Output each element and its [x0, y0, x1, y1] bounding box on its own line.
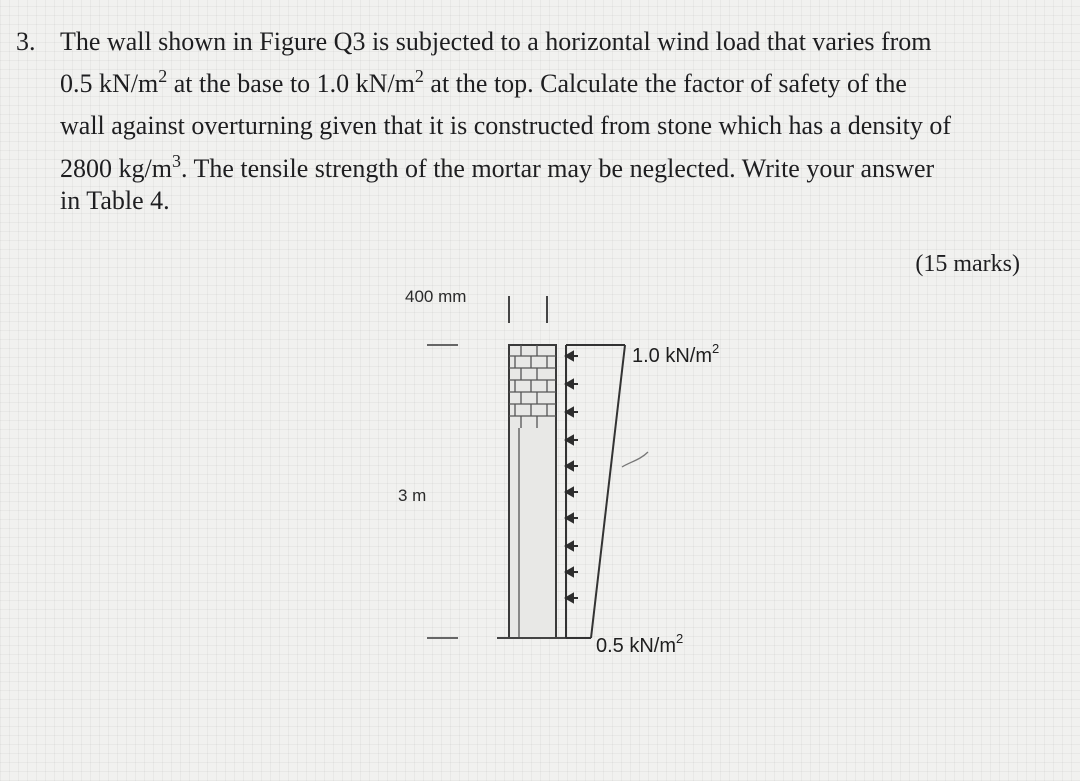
wind-load-diagram [566, 345, 648, 638]
top-load-sup: 2 [712, 341, 720, 356]
question-line-4-part-1: 2800 kg/m [60, 154, 172, 183]
load-arrows [566, 352, 578, 602]
marks-label: (15 marks) [915, 251, 1020, 277]
question-line-2-sup-1: 2 [158, 66, 168, 87]
question-line-5-text: in Table 4. [60, 186, 170, 215]
question-line-2-sup-2: 2 [414, 66, 424, 87]
question-line-4-part-2: . The tensile strength of the mortar may be neglected. Write your answer [180, 154, 935, 183]
question-line-2-part-2: at the base to 1.0 kN/m [167, 69, 415, 98]
height-dimension-label: 3 m [398, 486, 427, 505]
top-load-label [632, 341, 719, 367]
base-load-sup: 2 [676, 631, 684, 646]
question-line-4-sup: 3 [171, 151, 181, 172]
question-number: 3. [16, 27, 36, 56]
top-load-value: 1.0 kN/m [632, 345, 713, 367]
width-dimension-label: 400 mm [405, 287, 467, 306]
question-line-2-part-3: at the top. Calculate the factor of safety of the [423, 69, 907, 98]
question-line-3-text: wall against overturning given that it is constructed from stone which has a density of [60, 111, 952, 140]
stone-wall [509, 345, 556, 638]
question-line-1-text: The wall shown in Figure Q3 is subjected to a horizontal wind load that varies from [60, 27, 932, 56]
base-load-value: 0.5 kN/m [596, 635, 677, 657]
question-line-2-part-1: 0.5 kN/m [60, 69, 159, 98]
base-load-label [596, 631, 683, 657]
